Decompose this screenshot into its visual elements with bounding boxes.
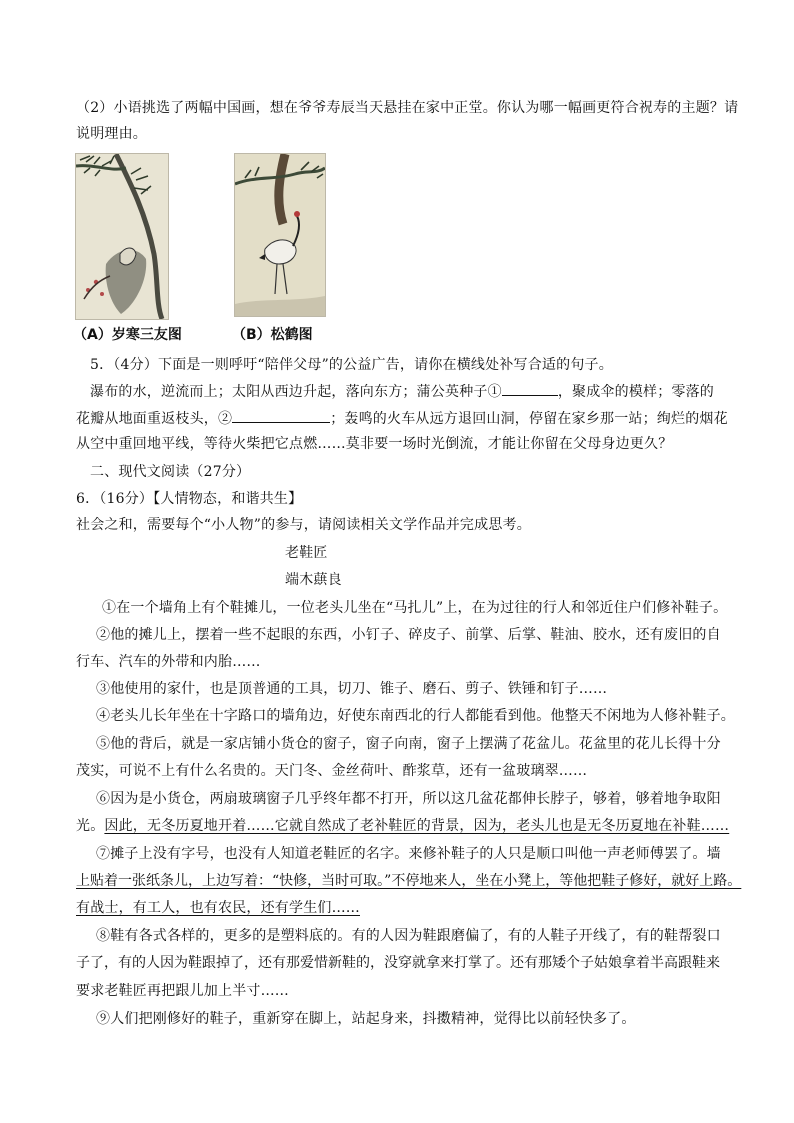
- paragraph-9: ⑨人们把刚修好的鞋子，重新穿在脚上，站起身来，抖擞精神，觉得比以前轻快多了。: [96, 1011, 636, 1027]
- paragraph-6-text: 光。: [76, 818, 105, 834]
- paragraph-2-line-1: ②他的摊儿上，摆着一些不起眼的东西，小钉子、碎皮子、前掌、后掌、鞋油、胶水，还有废旧的自: [96, 627, 721, 643]
- q2-line-1: （2）小语挑选了两幅中国画，想在爷爷寿辰当天悬挂在家中正堂。你认为哪一幅画更符合祝寿的主题？请: [76, 100, 739, 116]
- paragraph-4: ④老头儿长年坐在十字路口的墙角边，好使东南西北的行人都能看到他。他整天不闲地为人修补鞋子。: [96, 708, 735, 724]
- paragraph-1: ①在一个墙角上有个鞋摊儿，一位老头儿坐在“马扎儿”上，在为过往的行人和邻近住户们修补鞋子。: [102, 600, 728, 616]
- pine-bamboo-plum-painting: [76, 154, 168, 319]
- paragraph-6-line-2: [76, 816, 729, 836]
- paragraph-7-line-1: ⑦摊子上没有字号，也没有人知道老鞋匠的名字。来修补鞋子的人只是顺口叫他一声老师傅罢了。墙: [96, 846, 721, 862]
- blank-marker-2: ②: [218, 411, 233, 427]
- q2-line-2: 说明理由。: [76, 126, 147, 142]
- q5-text-1b: ，聚成伞的模样；零落的: [557, 384, 715, 400]
- underlined-sentence-1: 因此，无冬历夏地开着……它就自然成了老补鞋匠的背景，因为，老头儿也是无冬历夏地在补鞋……: [104, 818, 730, 834]
- painting-a-image: [75, 153, 169, 320]
- painting-b-image: [234, 153, 326, 317]
- answer-blank-1[interactable]: [502, 381, 558, 396]
- q5-text-2b: ；轰鸣的火车从远方退回山洞，停留在家乡那一站；绚烂的烟花: [330, 411, 728, 427]
- q5-prompt: 5．（4分）下面是一则呼吁“陪伴父母”的公益广告，请你在横线处补写合适的句子。: [90, 357, 613, 373]
- answer-blank-2[interactable]: [232, 408, 330, 423]
- article-title: 老鞋匠: [285, 545, 328, 561]
- paragraph-5-line-1: ⑤他的背后，就是一家店铺小货仓的窗子，窗子向南，窗子上摆满了花盆儿。花盆里的花儿长得十分: [96, 736, 721, 752]
- underlined-sentence-2-line-1: 上贴着一张纸条儿，上边写着：“快修，当时可取。”不停地来人，坐在小凳上，等他把鞋子修好，就好上路。: [76, 873, 742, 889]
- q6-intro: 社会之和，需要每个“小人物”的参与，请阅读相关文学作品并完成思考。: [76, 517, 531, 533]
- paragraph-8-line-2: 子了，有的人因为鞋跟掉了，还有那爱惜新鞋的，没穿就拿来打掌了。还有那矮个子姑娘拿着半高跟鞋来: [76, 955, 720, 971]
- section-heading: 二、现代文阅读（27分）: [90, 464, 251, 480]
- q5-text-line-3: 从空中重回地平线，等待火柴把它点燃……莫非要一场时光倒流，才能让你留在父母身边更久？: [76, 436, 673, 452]
- article-author: 端木蕻良: [285, 572, 342, 588]
- paragraph-5-line-2: 茂实，可说不上有什么名贵的。天门冬、金丝荷叶、酢浆草，还有一盆玻璃翠……: [76, 763, 588, 779]
- q5-text-2a: 花瓣从地面重返枝头，: [76, 411, 218, 427]
- paragraph-3: ③他使用的家什，也是顶普通的工具，切刀、锥子、磨石、剪子、铁锤和钉子……: [96, 681, 608, 697]
- q6-heading: 6．（16分）【人情物态，和谐共生】: [76, 491, 303, 507]
- painting-b-caption: （B）松鹤图: [232, 327, 313, 343]
- pine-crane-painting: [235, 154, 325, 316]
- blank-marker-1: ①: [487, 384, 502, 400]
- paragraph-8-line-3: 要求老鞋匠再把跟儿加上半寸……: [76, 983, 289, 999]
- painting-a-caption: （A）岁寒三友图: [73, 327, 182, 343]
- paragraph-6-line-1: ⑥因为是小货仓，两扇玻璃窗子几乎终年都不打开，所以这几盆花都伸长脖子，够着，够着地争取阳: [96, 791, 721, 807]
- paragraph-2-line-2: 行车、汽车的外带和内胎……: [76, 654, 261, 670]
- q5-text-line-1: [90, 381, 714, 402]
- underlined-sentence-2-line-2: 有战士，有工人，也有农民，还有学生们……: [76, 900, 360, 916]
- paragraph-8-line-1: ⑧鞋有各式各样的，更多的是塑料底的。有的人因为鞋跟磨偏了，有的人鞋子开线了，有的鞋帮裂口: [96, 928, 721, 944]
- q5-text-1a: 瀑布的水，逆流而上；太阳从西边升起，落向东方；蒲公英种子: [90, 384, 488, 400]
- q5-text-line-2: [76, 408, 728, 429]
